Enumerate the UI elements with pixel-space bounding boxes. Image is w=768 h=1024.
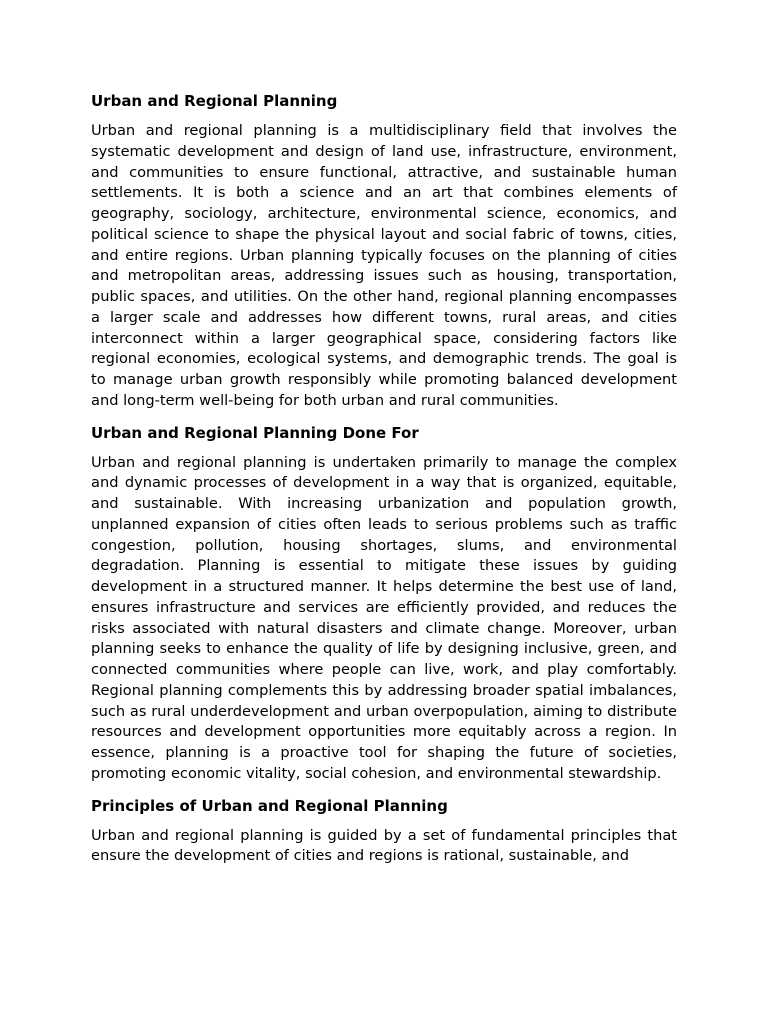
section-heading: Principles of Urban and Regional Planning <box>91 796 448 815</box>
section-heading: Urban and Regional Planning Done For <box>91 423 419 442</box>
document-page <box>91 90 677 877</box>
section-paragraph: Urban and regional planning is guided by a set of fundamental principles that ensure the development of cities and regions is rational, sustainable, and <box>91 826 677 865</box>
section-paragraph: Urban and regional planning is a multidisciplinary field that involves the systematic development and design of land use, infrastructure, environment, and communities to ensure functional, attractive, and sustainable human settlements. It is both a science and an art that combines elements of geography, sociology, architecture, environmental science, economics, and political science to shape the physical layout and social fabric of towns, cities, and entire regions. Urban planning typically focuses on the planning of cities and metropolitan areas, addressing issues such as housing, transportation, public spaces, and utilities. On the other hand, regional planning encompasses a larger scale and addresses how different towns, rural areas, and cities interconnect within a larger geographical space, considering factors like regional economies, ecological systems, and demographic trends. The goal is to manage urban growth responsibly while promoting balanced development and long-term well-being for both urban and rural communities. <box>91 122 677 409</box>
section-heading: Urban and Regional Planning <box>91 92 338 110</box>
section-paragraph: Urban and regional planning is undertaken primarily to manage the complex and dynamic processes of development in a way that is organized, equitable, and sustainable. With increasing urbanization and population growth, unplanned expansion of cities often leads to serious problems such as traffic congestion, pollution, housing shortages, slums, and environmental degradation. Planning is essential to mitigate these issues by guiding development in a structured manner. It helps determine the best use of land, ensures infrastructure and services are efficiently provided, and reduces the risks associated with natural disasters and climate change. Moreover, urban planning seeks to enhance the quality of life by designing inclusive, green, and connected communities where people can live, work, and play comfortably. Regional planning complements this by addressing broader spatial imbalances, such as rural underdevelopment and urban overpopulation, aiming to distribute resources and development opportunities more equitably across a region. In essence, planning is a proactive tool for shaping the future of societies, promoting economic vitality, social cohesion, and environmental stewardship. <box>91 453 677 782</box>
